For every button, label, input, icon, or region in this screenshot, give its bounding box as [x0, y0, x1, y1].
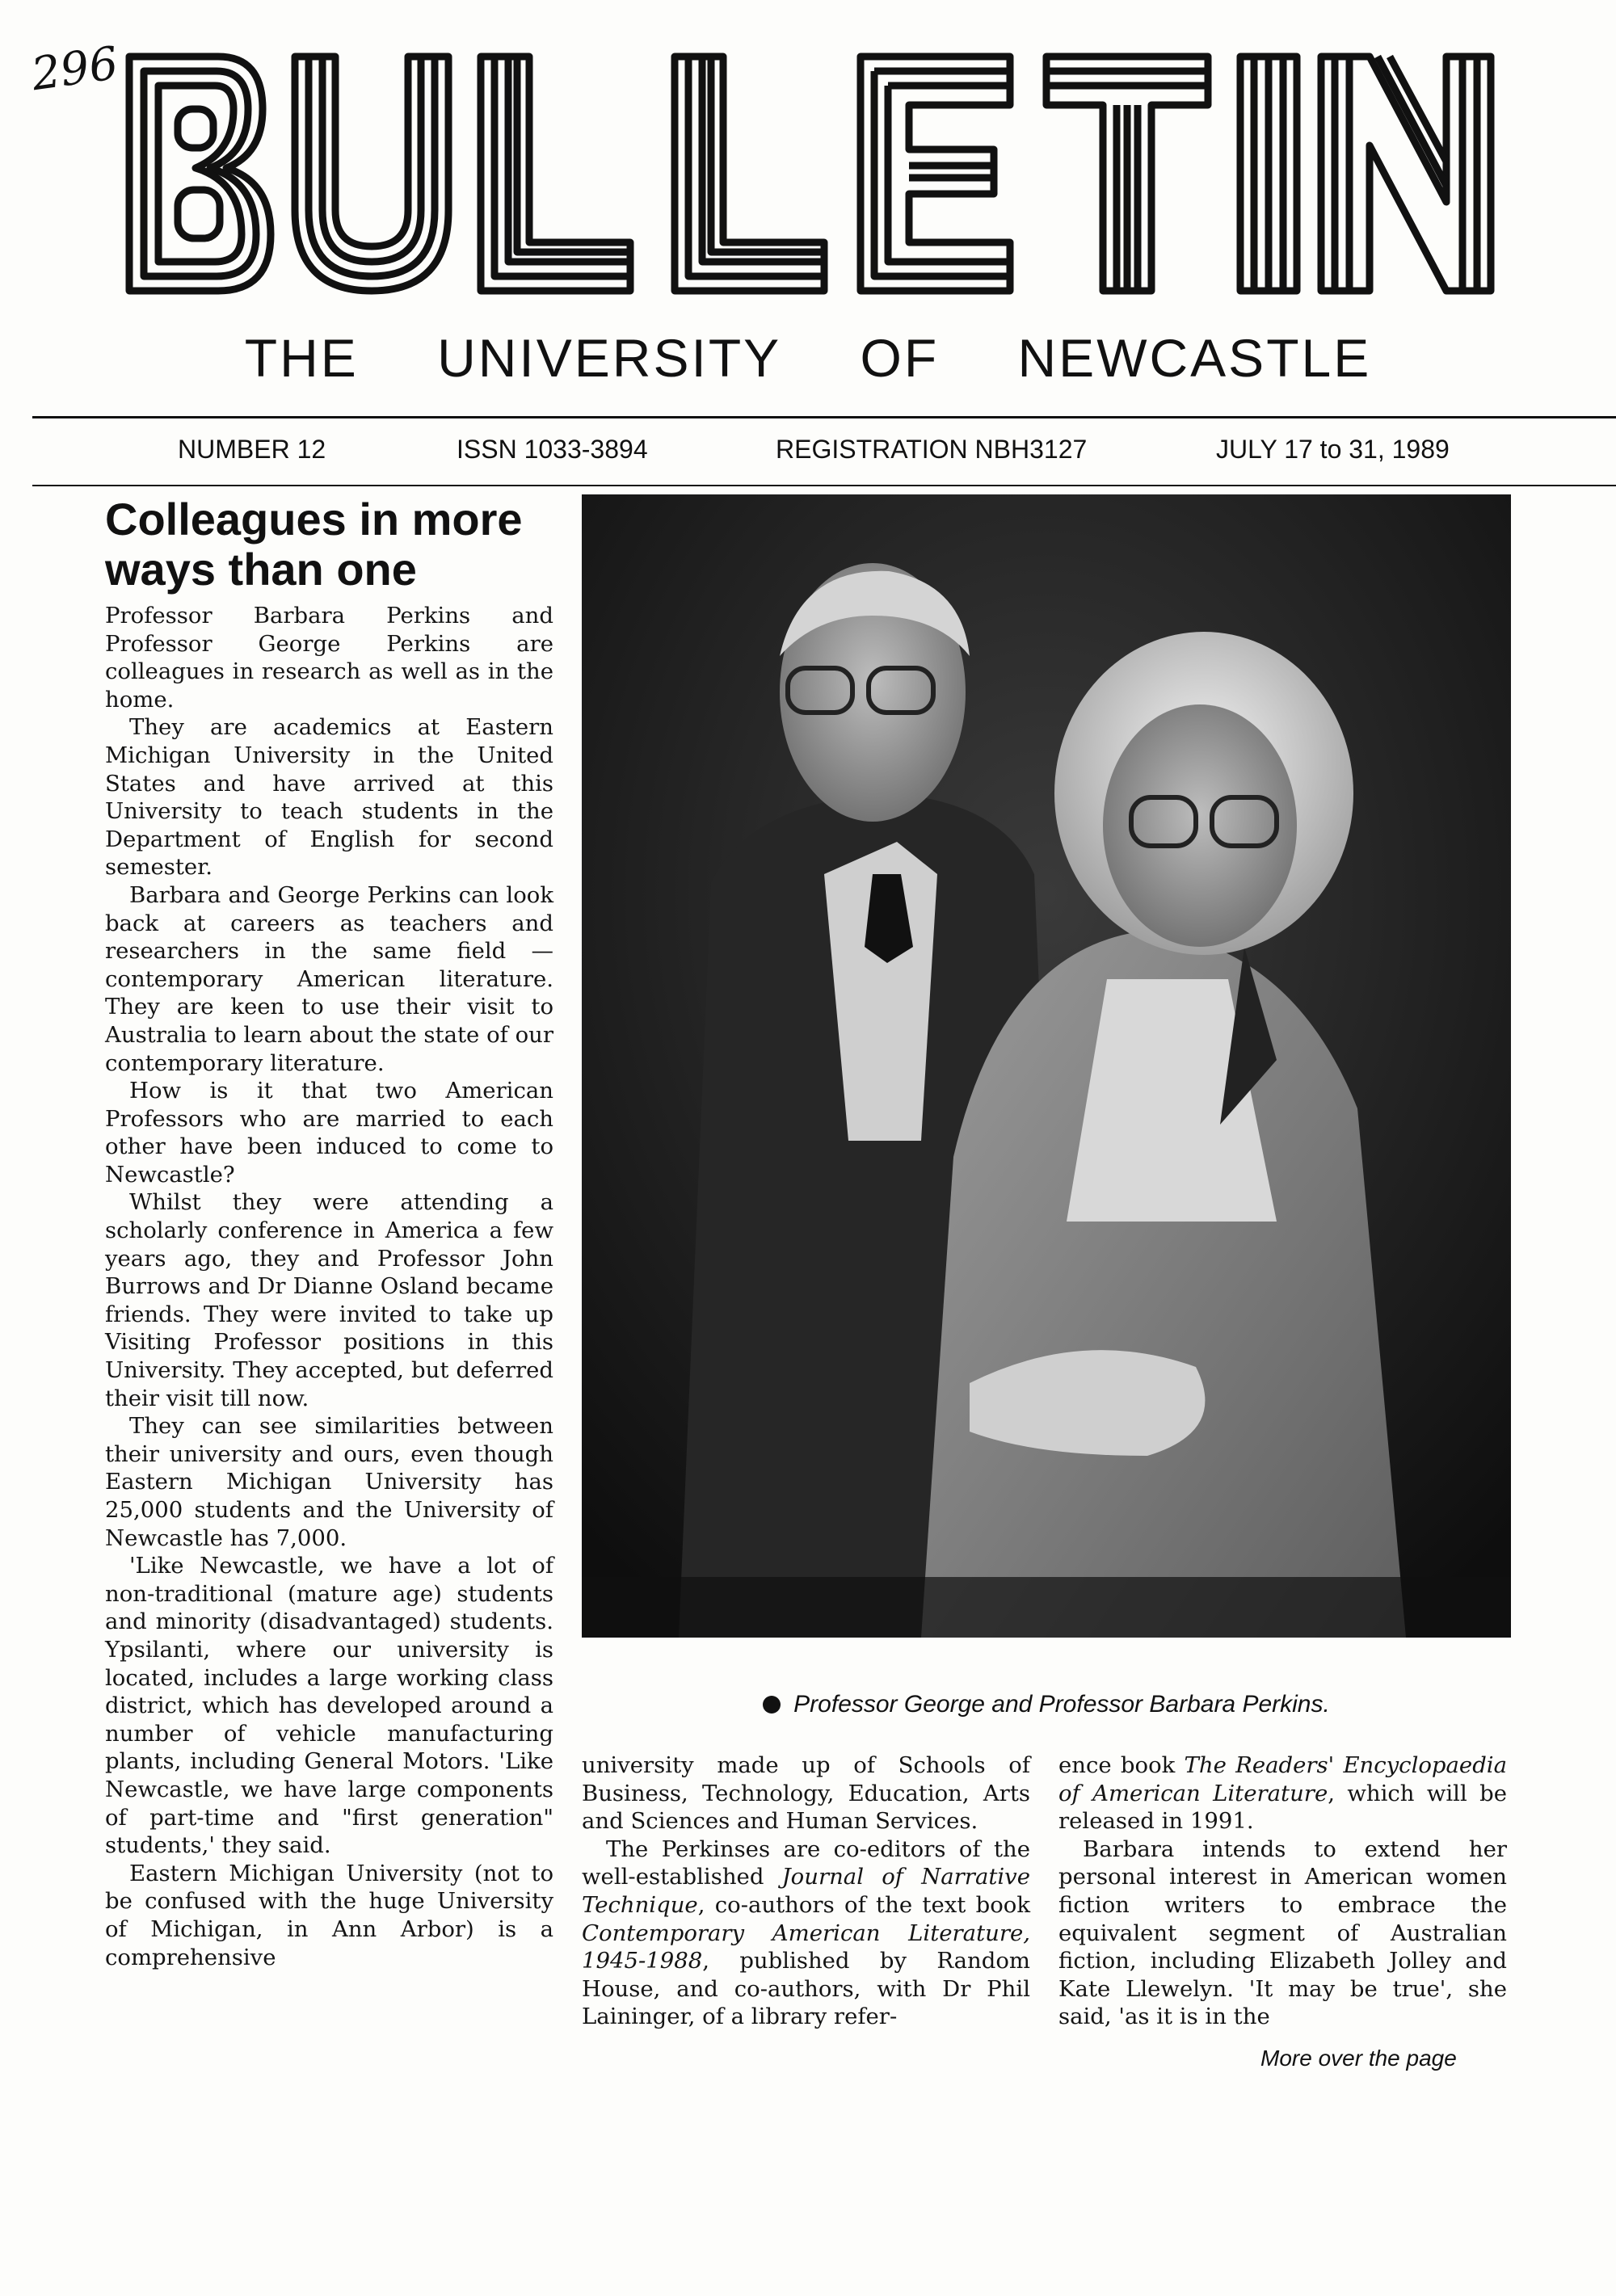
paragraph: Barbara and George Perkins can look back at careers as teachers and researchers in the same field — contemporary American literature. They are keen to use their visit to Australia to learn about the state of our contemporary literature.	[105, 881, 553, 1076]
handwritten-note: 296	[28, 36, 122, 102]
book-title: Contemporary American Literature, 1945-1988	[582, 1920, 1030, 1974]
issue-date: JULY 17 to 31, 1989	[1216, 435, 1450, 464]
paragraph: Barbara intends to extend her personal interest in American women fiction writers to embrace the equivalent segment of Australian fiction, including Elizabeth Jolley and Kate Llewelyn. 'It may be true', she said, 'as it is in the	[1058, 1836, 1507, 2030]
article-column-right	[1058, 1751, 1507, 2031]
paragraph: university made up of Schools of Business, Technology, Education, Arts and Sciences and Human Services.	[582, 1752, 1030, 1835]
paragraph	[1058, 1751, 1507, 1836]
masthead-logo	[121, 40, 1495, 307]
university-word: THE	[244, 328, 359, 388]
paragraph	[582, 1836, 1030, 2031]
registration: REGISTRATION NBH3127	[776, 435, 1088, 464]
university-word: UNIVERSITY	[437, 328, 782, 388]
text-run: , published by Random House, and co-authors, with Dr Phil Laininger, of a library refer-	[582, 1948, 1030, 2030]
issn: ISSN 1033-3894	[457, 435, 648, 464]
university-word: OF	[860, 328, 940, 388]
issue-info-bar	[32, 428, 1616, 477]
divider-top	[32, 416, 1616, 418]
book-title: The Readers' Encyclopaedia of American Literature	[1058, 1752, 1507, 1806]
bullet-icon	[763, 1696, 781, 1714]
journal-title: Journal of Narrative Technique	[582, 1864, 1030, 1918]
divider-bottom	[32, 485, 1616, 486]
article-headline: Colleagues in more ways than one	[105, 494, 523, 595]
article-column-middle	[582, 1751, 1030, 2031]
photo-caption	[582, 1691, 1511, 1718]
caption-text: Professor George and Professor Barbara Perkins.	[793, 1691, 1330, 1718]
issue-number: NUMBER 12	[178, 435, 326, 464]
paragraph: They can see similarities between their university and ours, even though Eastern Michigan University has 25,000 students and the University of Newcastle has 7,000.	[105, 1413, 553, 1551]
paragraph: Whilst they were attending a scholarly conference in America a few years ago, they and Professor John Burrows and Dr Dianne Osland became friends. They were invited to take up Visiting Professor positions in this University. They accepted, but deferred their visit till now.	[105, 1189, 553, 1411]
paragraph: How is it that two American Professors who are married to each other have been induced to come to Newcastle?	[105, 1078, 553, 1188]
paragraph: Professor Barbara Perkins and Professor George Perkins are colleagues in research as well as in the home.	[105, 603, 553, 713]
continued-note: More over the page	[1260, 2046, 1457, 2071]
text-run: , co-authors of the text book	[697, 1891, 1030, 1918]
university-word: NEWCASTLE	[1017, 328, 1372, 388]
paragraph: 'Like Newcastle, we have a lot of non-traditional (mature age) students and minority (disadvantaged) students. Ypsilanti, where our university is located, includes a large working class district, which has developed around a number of vehicle manufacturing plants, including General Motors. 'Like Newcastle, we have large components of part-time and "first generation" students,' they said.	[105, 1553, 553, 1859]
text-run: The Perkinses are co-editors of the well-established	[582, 1836, 1030, 1890]
paragraph: They are academics at Eastern Michigan University in the United States and have arrived at this University to teach students in the Department of English for second semester.	[105, 714, 553, 881]
article-column-left	[105, 602, 553, 1971]
university-name	[0, 327, 1616, 389]
article-photo	[582, 494, 1511, 1638]
paragraph: Eastern Michigan University (not to be confused with the huge University of Michigan, in Ann Arbor) is a comprehensive	[105, 1860, 553, 1970]
text-run: , which will be released in 1991.	[1058, 1780, 1507, 1835]
text-run: ence book	[1058, 1752, 1185, 1778]
